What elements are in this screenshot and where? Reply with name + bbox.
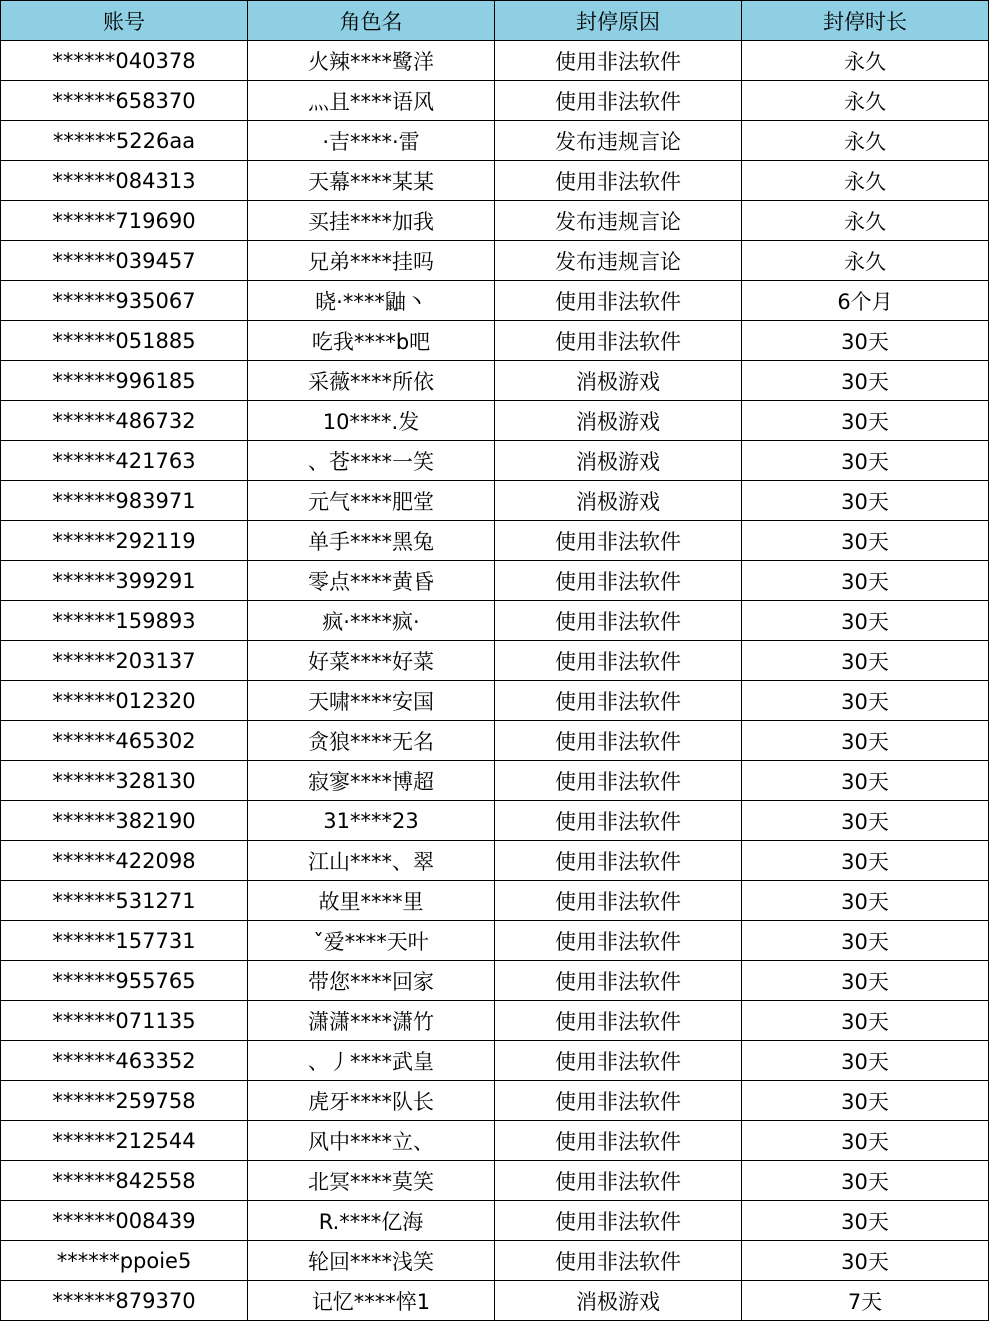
cell-ban-duration: 30天 xyxy=(742,401,989,441)
cell-account: ******463352 xyxy=(1,1041,248,1081)
cell-ban-duration: 永久 xyxy=(742,41,989,81)
cell-account: ******996185 xyxy=(1,361,248,401)
cell-ban-duration: 永久 xyxy=(742,81,989,121)
cell-ban-reason: 使用非法软件 xyxy=(495,1041,742,1081)
cell-role-name: 轮回****浅笑 xyxy=(248,1241,495,1281)
table-row xyxy=(1,921,989,961)
cell-ban-duration: 30天 xyxy=(742,561,989,601)
table-row xyxy=(1,321,989,361)
cell-ban-duration: 30天 xyxy=(742,961,989,1001)
table-row xyxy=(1,121,989,161)
cell-ban-reason: 使用非法软件 xyxy=(495,1201,742,1241)
table-row xyxy=(1,1201,989,1241)
table-row xyxy=(1,961,989,1001)
cell-role-name: 风中****立、 xyxy=(248,1121,495,1161)
cell-ban-reason: 使用非法软件 xyxy=(495,281,742,321)
cell-ban-duration: 永久 xyxy=(742,201,989,241)
table-row xyxy=(1,841,989,881)
table-row xyxy=(1,721,989,761)
cell-ban-reason: 使用非法软件 xyxy=(495,641,742,681)
cell-ban-duration: 30天 xyxy=(742,761,989,801)
cell-role-name: 兄弟****挂吗 xyxy=(248,241,495,281)
cell-ban-reason: 使用非法软件 xyxy=(495,1001,742,1041)
table-row xyxy=(1,1121,989,1161)
cell-account: ******008439 xyxy=(1,1201,248,1241)
cell-ban-reason: 消极游戏 xyxy=(495,401,742,441)
cell-role-name: 灬且****语风 xyxy=(248,81,495,121)
cell-account: ******955765 xyxy=(1,961,248,1001)
cell-account: ******399291 xyxy=(1,561,248,601)
cell-ban-reason: 使用非法软件 xyxy=(495,161,742,201)
cell-account: ******983971 xyxy=(1,481,248,521)
cell-ban-reason: 使用非法软件 xyxy=(495,561,742,601)
cell-account: ******421763 xyxy=(1,441,248,481)
cell-role-name: 采薇****所依 xyxy=(248,361,495,401)
cell-ban-duration: 30天 xyxy=(742,1201,989,1241)
table-row xyxy=(1,201,989,241)
cell-account: ******071135 xyxy=(1,1001,248,1041)
cell-role-name: 晓·****鼬丶 xyxy=(248,281,495,321)
table-header xyxy=(1,1,989,41)
cell-ban-reason: 使用非法软件 xyxy=(495,1241,742,1281)
cell-ban-duration: 30天 xyxy=(742,361,989,401)
table-row xyxy=(1,41,989,81)
cell-account: ******531271 xyxy=(1,881,248,921)
cell-account: ******842558 xyxy=(1,1161,248,1201)
cell-ban-duration: 永久 xyxy=(742,121,989,161)
table-row xyxy=(1,1081,989,1121)
cell-ban-reason: 消极游戏 xyxy=(495,441,742,481)
cell-ban-duration: 永久 xyxy=(742,161,989,201)
cell-ban-reason: 使用非法软件 xyxy=(495,721,742,761)
cell-ban-reason: 使用非法软件 xyxy=(495,961,742,1001)
cell-ban-reason: 消极游戏 xyxy=(495,1281,742,1321)
cell-role-name: 、丿****武皇 xyxy=(248,1041,495,1081)
cell-role-name: ˇ爱****天叶 xyxy=(248,921,495,961)
cell-account: ******5226aa xyxy=(1,121,248,161)
cell-ban-reason: 使用非法软件 xyxy=(495,1081,742,1121)
cell-role-name: 31****23 xyxy=(248,801,495,841)
cell-ban-reason: 使用非法软件 xyxy=(495,1161,742,1201)
cell-ban-reason: 使用非法软件 xyxy=(495,881,742,921)
cell-role-name: 贪狼****无名 xyxy=(248,721,495,761)
table-row xyxy=(1,481,989,521)
cell-role-name: 零点****黄昏 xyxy=(248,561,495,601)
cell-ban-duration: 30天 xyxy=(742,881,989,921)
header-ban-duration: 封停时长 xyxy=(742,1,989,41)
cell-ban-duration: 30天 xyxy=(742,841,989,881)
cell-ban-duration: 30天 xyxy=(742,1161,989,1201)
cell-ban-duration: 30天 xyxy=(742,601,989,641)
cell-ban-reason: 消极游戏 xyxy=(495,481,742,521)
cell-account: ******159893 xyxy=(1,601,248,641)
table-row xyxy=(1,681,989,721)
cell-account: ******382190 xyxy=(1,801,248,841)
cell-role-name: 单手****黑兔 xyxy=(248,521,495,561)
header-row xyxy=(1,1,989,41)
cell-account: ******422098 xyxy=(1,841,248,881)
cell-ban-reason: 使用非法软件 xyxy=(495,801,742,841)
cell-role-name: 带您****回家 xyxy=(248,961,495,1001)
table-row xyxy=(1,881,989,921)
cell-role-name: 元气****肥堂 xyxy=(248,481,495,521)
table-row xyxy=(1,1281,989,1321)
cell-account: ******328130 xyxy=(1,761,248,801)
table-row xyxy=(1,161,989,201)
cell-ban-duration: 30天 xyxy=(742,1041,989,1081)
cell-role-name: 江山****、翠 xyxy=(248,841,495,881)
cell-ban-reason: 使用非法软件 xyxy=(495,41,742,81)
cell-ban-reason: 使用非法软件 xyxy=(495,681,742,721)
cell-ban-duration: 30天 xyxy=(742,721,989,761)
cell-role-name: 火辣****鹭洋 xyxy=(248,41,495,81)
cell-ban-duration: 30天 xyxy=(742,481,989,521)
cell-role-name: 天幕****某某 xyxy=(248,161,495,201)
cell-account: ******465302 xyxy=(1,721,248,761)
cell-role-name: 好菜****好菜 xyxy=(248,641,495,681)
cell-ban-reason: 发布违规言论 xyxy=(495,241,742,281)
cell-ban-duration: 30天 xyxy=(742,521,989,561)
table-row xyxy=(1,801,989,841)
cell-account: ******ppoie5 xyxy=(1,1241,248,1281)
table-row xyxy=(1,401,989,441)
header-role-name: 角色名 xyxy=(248,1,495,41)
table-row xyxy=(1,281,989,321)
table-row xyxy=(1,441,989,481)
cell-ban-reason: 消极游戏 xyxy=(495,361,742,401)
cell-role-name: R.****亿海 xyxy=(248,1201,495,1241)
cell-account: ******051885 xyxy=(1,321,248,361)
cell-ban-duration: 30天 xyxy=(742,1241,989,1281)
cell-role-name: 记忆****悴1 xyxy=(248,1281,495,1321)
cell-ban-reason: 使用非法软件 xyxy=(495,521,742,561)
table-row xyxy=(1,361,989,401)
cell-ban-reason: 使用非法软件 xyxy=(495,81,742,121)
table-row xyxy=(1,1241,989,1281)
cell-ban-duration: 30天 xyxy=(742,441,989,481)
table-body xyxy=(1,41,989,1321)
cell-account: ******658370 xyxy=(1,81,248,121)
table-row xyxy=(1,1161,989,1201)
cell-ban-duration: 30天 xyxy=(742,921,989,961)
cell-ban-duration: 30天 xyxy=(742,681,989,721)
header-ban-reason: 封停原因 xyxy=(495,1,742,41)
cell-ban-reason: 使用非法软件 xyxy=(495,841,742,881)
cell-ban-reason: 发布违规言论 xyxy=(495,121,742,161)
cell-account: ******157731 xyxy=(1,921,248,961)
cell-account: ******212544 xyxy=(1,1121,248,1161)
table-row xyxy=(1,641,989,681)
cell-ban-duration: 30天 xyxy=(742,1081,989,1121)
cell-ban-reason: 使用非法软件 xyxy=(495,761,742,801)
table-row xyxy=(1,241,989,281)
cell-account: ******486732 xyxy=(1,401,248,441)
cell-ban-reason: 使用非法软件 xyxy=(495,1121,742,1161)
table-row xyxy=(1,521,989,561)
cell-account: ******040378 xyxy=(1,41,248,81)
cell-ban-reason: 使用非法软件 xyxy=(495,321,742,361)
cell-ban-reason: 发布违规言论 xyxy=(495,201,742,241)
cell-account: ******203137 xyxy=(1,641,248,681)
cell-ban-duration: 7天 xyxy=(742,1281,989,1321)
cell-ban-duration: 30天 xyxy=(742,801,989,841)
cell-role-name: 吃我****b吧 xyxy=(248,321,495,361)
cell-ban-duration: 30天 xyxy=(742,641,989,681)
cell-role-name: 买挂****加我 xyxy=(248,201,495,241)
cell-role-name: 虎牙****队长 xyxy=(248,1081,495,1121)
cell-role-name: 天啸****安国 xyxy=(248,681,495,721)
cell-account: ******012320 xyxy=(1,681,248,721)
table-row xyxy=(1,81,989,121)
cell-ban-reason: 使用非法软件 xyxy=(495,921,742,961)
table-row xyxy=(1,561,989,601)
cell-role-name: 故里****里 xyxy=(248,881,495,921)
cell-account: ******084313 xyxy=(1,161,248,201)
cell-ban-duration: 30天 xyxy=(742,1121,989,1161)
cell-ban-duration: 30天 xyxy=(742,1001,989,1041)
cell-role-name: 、苍****一笑 xyxy=(248,441,495,481)
cell-account: ******259758 xyxy=(1,1081,248,1121)
cell-role-name: 10****.发 xyxy=(248,401,495,441)
table-row xyxy=(1,1001,989,1041)
cell-ban-duration: 6个月 xyxy=(742,281,989,321)
cell-role-name: ·吉****·雷 xyxy=(248,121,495,161)
cell-role-name: 潇潇****潇竹 xyxy=(248,1001,495,1041)
table-row xyxy=(1,601,989,641)
cell-ban-reason: 使用非法软件 xyxy=(495,601,742,641)
table-row xyxy=(1,761,989,801)
cell-role-name: 疯·****疯· xyxy=(248,601,495,641)
cell-role-name: 寂寥****博超 xyxy=(248,761,495,801)
cell-account: ******719690 xyxy=(1,201,248,241)
cell-role-name: 北冥****莫笑 xyxy=(248,1161,495,1201)
cell-account: ******935067 xyxy=(1,281,248,321)
cell-account: ******879370 xyxy=(1,1281,248,1321)
cell-ban-duration: 30天 xyxy=(742,321,989,361)
header-account: 账号 xyxy=(1,1,248,41)
table-row xyxy=(1,1041,989,1081)
cell-account: ******039457 xyxy=(1,241,248,281)
cell-account: ******292119 xyxy=(1,521,248,561)
cell-ban-duration: 永久 xyxy=(742,241,989,281)
